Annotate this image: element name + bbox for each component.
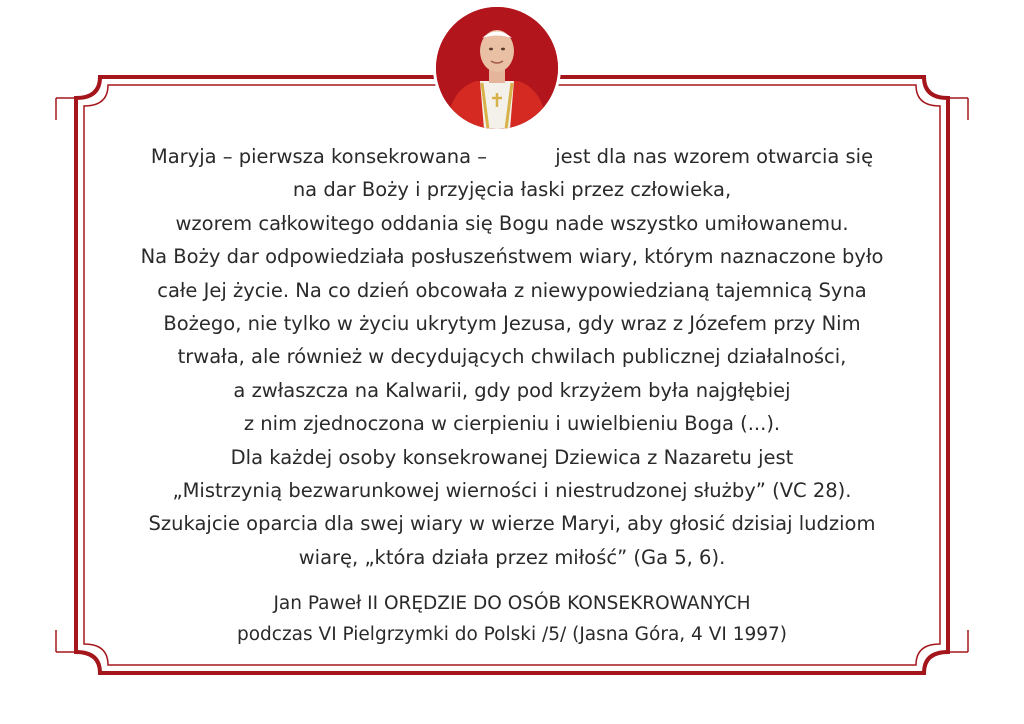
quote-line: z nim zjednoczona w cierpieniu i uwielbieniu Boga (...).	[243, 412, 781, 436]
quote-line: Na Boży dar odpowiedziała posłuszeństwem wiary, którym naznaczone było	[140, 245, 884, 269]
frame-corner-accent	[948, 98, 968, 120]
frame-corner-accent	[56, 98, 76, 120]
quote-line: wzorem całkowitego oddania się Bogu nade wszystko umiłowanemu.	[175, 211, 849, 235]
quote-line: Bożego, nie tylko w życiu ukrytym Jezusa, gdy wraz z Józefem przy Nim	[163, 312, 861, 336]
pope-portrait-icon	[436, 7, 558, 129]
quote-line: wiarę, „która działa przez miłość” (Ga 5, 6).	[298, 545, 726, 569]
attribution-author: Jan Paweł II ORĘDZIE DO OSÓB KONSEKROWANYCH	[273, 593, 751, 614]
quote-text	[60, 140, 964, 574]
quote-line: Szukajcie oparcia dla swej wiary w wierze Maryi, aby głosić dzisiaj ludziom	[148, 512, 876, 536]
quote-line: na dar Boży i przyjęcia łaski przez człowieka,	[292, 178, 732, 202]
quote-line: „Mistrzynią bezwarunkowej wierności i niestrudzonej służby” (VC 28).	[172, 479, 852, 503]
quote-line: całe Jej życie. Na co dzień obcowała z niewypowiedzianą tajemnicą Syna	[157, 278, 867, 302]
quote-line: Dla każdej osoby konsekrowanej Dziewica z Nazaretu jest	[230, 445, 794, 469]
quote-line: Maryja – pierwsza konsekrowana – jest dla nas wzorem otwarcia się	[150, 145, 874, 168]
quote-attribution	[60, 588, 964, 650]
attribution-source: podczas VI Pielgrzymki do Polski /5/ (Jasna Góra, 4 VI 1997)	[237, 624, 787, 645]
quote-line: trwała, ale również w decydujących chwilach publicznej działalności,	[177, 345, 847, 369]
quote-line: a zwłaszcza na Kalwarii, gdy pod krzyżem była najgłębiej	[233, 378, 791, 402]
